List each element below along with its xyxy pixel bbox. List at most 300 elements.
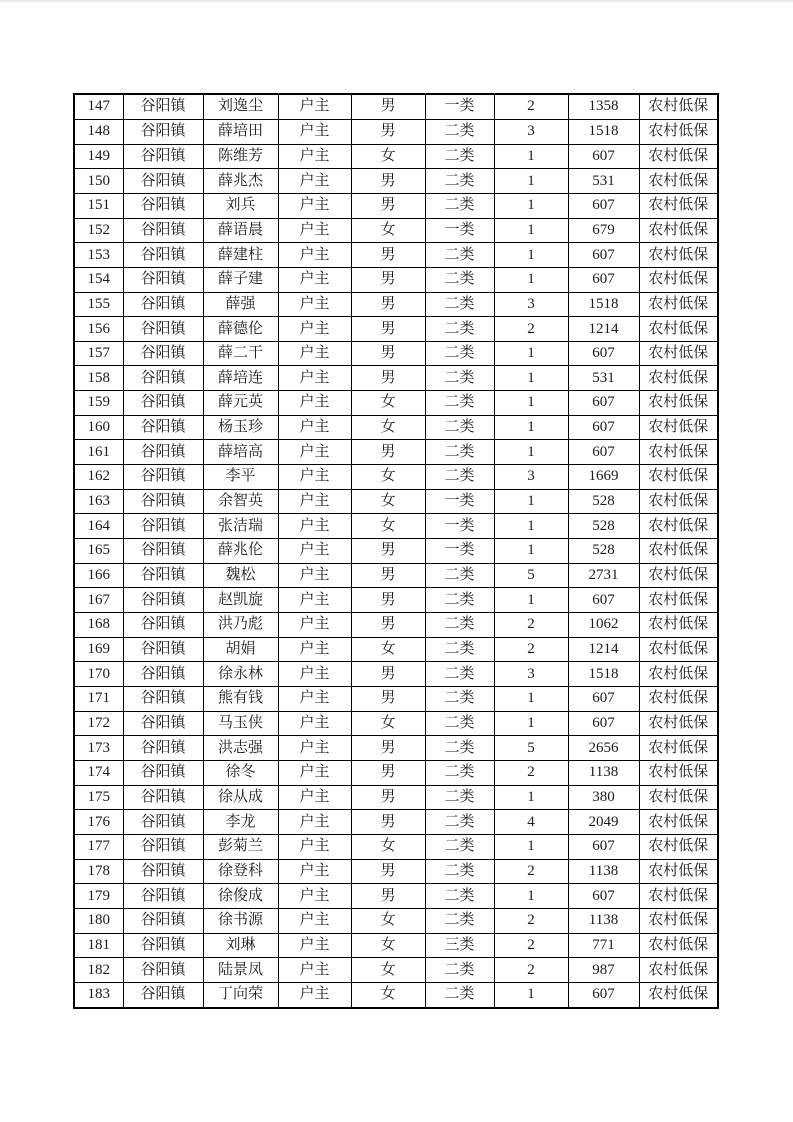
household-count-cell: 1	[494, 489, 568, 514]
benefit-type-cell: 农村低保	[639, 267, 718, 292]
benefit-type-cell: 农村低保	[639, 341, 718, 366]
town-cell: 谷阳镇	[123, 958, 203, 983]
relation-cell: 户主	[278, 760, 351, 785]
relation-cell: 户主	[278, 489, 351, 514]
category-cell: 二类	[425, 588, 494, 613]
benefit-type-cell: 农村低保	[639, 958, 718, 983]
category-cell: 一类	[425, 539, 494, 564]
gender-cell: 男	[351, 119, 425, 144]
amount-cell: 771	[568, 933, 639, 958]
gender-cell: 男	[351, 810, 425, 835]
amount-cell: 1518	[568, 662, 639, 687]
relation-cell: 户主	[278, 662, 351, 687]
gender-cell: 女	[351, 391, 425, 416]
benefit-type-cell: 农村低保	[639, 415, 718, 440]
town-cell: 谷阳镇	[123, 267, 203, 292]
row-number-cell: 175	[74, 785, 123, 810]
amount-cell: 380	[568, 785, 639, 810]
town-cell: 谷阳镇	[123, 810, 203, 835]
category-cell: 二类	[425, 243, 494, 268]
category-cell: 二类	[425, 760, 494, 785]
household-count-cell: 1	[494, 982, 568, 1008]
benefit-type-cell: 农村低保	[639, 317, 718, 342]
row-number-cell: 162	[74, 465, 123, 490]
category-cell: 二类	[425, 391, 494, 416]
household-count-cell: 1	[494, 711, 568, 736]
benefit-type-cell: 农村低保	[639, 193, 718, 218]
row-number-cell: 150	[74, 169, 123, 194]
benefit-type-cell: 农村低保	[639, 982, 718, 1008]
category-cell: 二类	[425, 119, 494, 144]
person-name-cell: 丁向荣	[203, 982, 278, 1008]
amount-cell: 1138	[568, 760, 639, 785]
household-count-cell: 2	[494, 613, 568, 638]
row-number-cell: 170	[74, 662, 123, 687]
amount-cell: 528	[568, 489, 639, 514]
row-number-cell: 148	[74, 119, 123, 144]
person-name-cell: 薛培高	[203, 440, 278, 465]
row-number-cell: 183	[74, 982, 123, 1008]
person-name-cell: 赵凯旋	[203, 588, 278, 613]
gender-cell: 男	[351, 588, 425, 613]
benefit-type-cell: 农村低保	[639, 563, 718, 588]
person-name-cell: 薛培田	[203, 119, 278, 144]
person-name-cell: 徐登科	[203, 859, 278, 884]
amount-cell: 1518	[568, 292, 639, 317]
benefit-type-cell: 农村低保	[639, 218, 718, 243]
household-count-cell: 3	[494, 119, 568, 144]
person-name-cell: 杨玉珍	[203, 415, 278, 440]
benefit-type-cell: 农村低保	[639, 736, 718, 761]
table-row	[74, 193, 718, 218]
category-cell: 二类	[425, 144, 494, 169]
amount-cell: 607	[568, 711, 639, 736]
town-cell: 谷阳镇	[123, 933, 203, 958]
household-count-cell: 3	[494, 292, 568, 317]
gender-cell: 女	[351, 933, 425, 958]
household-count-cell: 1	[494, 588, 568, 613]
relation-cell: 户主	[278, 859, 351, 884]
gender-cell: 女	[351, 982, 425, 1008]
household-count-cell: 1	[494, 687, 568, 712]
person-name-cell: 魏松	[203, 563, 278, 588]
category-cell: 二类	[425, 415, 494, 440]
person-name-cell: 薛二干	[203, 341, 278, 366]
row-number-cell: 181	[74, 933, 123, 958]
household-count-cell: 1	[494, 415, 568, 440]
person-name-cell: 薛强	[203, 292, 278, 317]
amount-cell: 2731	[568, 563, 639, 588]
relation-cell: 户主	[278, 415, 351, 440]
relation-cell: 户主	[278, 243, 351, 268]
town-cell: 谷阳镇	[123, 785, 203, 810]
benefit-type-cell: 农村低保	[639, 144, 718, 169]
gender-cell: 男	[351, 613, 425, 638]
household-count-cell: 5	[494, 563, 568, 588]
table-row	[74, 810, 718, 835]
person-name-cell: 薛子建	[203, 267, 278, 292]
town-cell: 谷阳镇	[123, 193, 203, 218]
relation-cell: 户主	[278, 94, 351, 119]
relation-cell: 户主	[278, 613, 351, 638]
table-row	[74, 267, 718, 292]
person-name-cell: 熊有钱	[203, 687, 278, 712]
relation-cell: 户主	[278, 267, 351, 292]
person-name-cell: 薛元英	[203, 391, 278, 416]
amount-cell: 607	[568, 982, 639, 1008]
person-name-cell: 张洁瑞	[203, 514, 278, 539]
person-name-cell: 马玉侠	[203, 711, 278, 736]
category-cell: 二类	[425, 884, 494, 909]
household-count-cell: 2	[494, 94, 568, 119]
amount-cell: 987	[568, 958, 639, 983]
household-count-cell: 4	[494, 810, 568, 835]
person-name-cell: 彭菊兰	[203, 834, 278, 859]
row-number-cell: 165	[74, 539, 123, 564]
table-row	[74, 834, 718, 859]
person-name-cell: 洪志强	[203, 736, 278, 761]
benefit-type-cell: 农村低保	[639, 366, 718, 391]
amount-cell: 1138	[568, 908, 639, 933]
row-number-cell: 152	[74, 218, 123, 243]
relation-cell: 户主	[278, 169, 351, 194]
row-number-cell: 177	[74, 834, 123, 859]
town-cell: 谷阳镇	[123, 563, 203, 588]
amount-cell: 607	[568, 415, 639, 440]
row-number-cell: 171	[74, 687, 123, 712]
gender-cell: 女	[351, 834, 425, 859]
relation-cell: 户主	[278, 341, 351, 366]
benefit-type-cell: 农村低保	[639, 810, 718, 835]
category-cell: 二类	[425, 292, 494, 317]
town-cell: 谷阳镇	[123, 94, 203, 119]
gender-cell: 女	[351, 218, 425, 243]
town-cell: 谷阳镇	[123, 366, 203, 391]
category-cell: 二类	[425, 736, 494, 761]
row-number-cell: 179	[74, 884, 123, 909]
row-number-cell: 169	[74, 637, 123, 662]
category-cell: 二类	[425, 267, 494, 292]
town-cell: 谷阳镇	[123, 760, 203, 785]
person-name-cell: 余智英	[203, 489, 278, 514]
table-row	[74, 366, 718, 391]
gender-cell: 男	[351, 366, 425, 391]
relation-cell: 户主	[278, 366, 351, 391]
row-number-cell: 166	[74, 563, 123, 588]
relation-cell: 户主	[278, 884, 351, 909]
relation-cell: 户主	[278, 465, 351, 490]
town-cell: 谷阳镇	[123, 144, 203, 169]
gender-cell: 男	[351, 884, 425, 909]
gender-cell: 男	[351, 243, 425, 268]
benefit-type-cell: 农村低保	[639, 243, 718, 268]
household-count-cell: 1	[494, 366, 568, 391]
household-count-cell: 1	[494, 267, 568, 292]
gender-cell: 男	[351, 193, 425, 218]
amount-cell: 1214	[568, 317, 639, 342]
amount-cell: 607	[568, 193, 639, 218]
benefit-type-cell: 农村低保	[639, 514, 718, 539]
row-number-cell: 161	[74, 440, 123, 465]
category-cell: 三类	[425, 933, 494, 958]
household-count-cell: 1	[494, 169, 568, 194]
town-cell: 谷阳镇	[123, 834, 203, 859]
household-count-cell: 1	[494, 785, 568, 810]
gender-cell: 男	[351, 539, 425, 564]
category-cell: 二类	[425, 908, 494, 933]
gender-cell: 男	[351, 760, 425, 785]
amount-cell: 607	[568, 834, 639, 859]
person-name-cell: 薛建柱	[203, 243, 278, 268]
table-row	[74, 489, 718, 514]
gender-cell: 男	[351, 94, 425, 119]
gender-cell: 男	[351, 859, 425, 884]
gender-cell: 女	[351, 711, 425, 736]
category-cell: 二类	[425, 613, 494, 638]
person-name-cell: 徐冬	[203, 760, 278, 785]
person-name-cell: 李龙	[203, 810, 278, 835]
person-name-cell: 徐俊成	[203, 884, 278, 909]
category-cell: 二类	[425, 169, 494, 194]
table-row	[74, 859, 718, 884]
person-name-cell: 薛语晨	[203, 218, 278, 243]
household-count-cell: 1	[494, 193, 568, 218]
person-name-cell: 徐永林	[203, 662, 278, 687]
town-cell: 谷阳镇	[123, 884, 203, 909]
relation-cell: 户主	[278, 144, 351, 169]
gender-cell: 男	[351, 662, 425, 687]
person-name-cell: 徐书源	[203, 908, 278, 933]
household-count-cell: 3	[494, 662, 568, 687]
row-number-cell: 167	[74, 588, 123, 613]
town-cell: 谷阳镇	[123, 613, 203, 638]
amount-cell: 528	[568, 514, 639, 539]
amount-cell: 607	[568, 144, 639, 169]
gender-cell: 男	[351, 267, 425, 292]
category-cell: 二类	[425, 859, 494, 884]
category-cell: 二类	[425, 958, 494, 983]
amount-cell: 1062	[568, 613, 639, 638]
benefit-type-cell: 农村低保	[639, 489, 718, 514]
table-row	[74, 218, 718, 243]
relation-cell: 户主	[278, 317, 351, 342]
person-name-cell: 胡娟	[203, 637, 278, 662]
category-cell: 二类	[425, 834, 494, 859]
row-number-cell: 151	[74, 193, 123, 218]
row-number-cell: 159	[74, 391, 123, 416]
table-row	[74, 908, 718, 933]
amount-cell: 607	[568, 391, 639, 416]
household-count-cell: 2	[494, 859, 568, 884]
row-number-cell: 158	[74, 366, 123, 391]
town-cell: 谷阳镇	[123, 982, 203, 1008]
amount-cell: 607	[568, 687, 639, 712]
gender-cell: 女	[351, 908, 425, 933]
relation-cell: 户主	[278, 119, 351, 144]
town-cell: 谷阳镇	[123, 317, 203, 342]
gender-cell: 女	[351, 415, 425, 440]
row-number-cell: 180	[74, 908, 123, 933]
benefit-type-cell: 农村低保	[639, 440, 718, 465]
row-number-cell: 173	[74, 736, 123, 761]
category-cell: 二类	[425, 563, 494, 588]
town-cell: 谷阳镇	[123, 218, 203, 243]
relation-cell: 户主	[278, 637, 351, 662]
table-body	[74, 94, 718, 1008]
row-number-cell: 176	[74, 810, 123, 835]
town-cell: 谷阳镇	[123, 687, 203, 712]
person-name-cell: 徐从成	[203, 785, 278, 810]
town-cell: 谷阳镇	[123, 662, 203, 687]
amount-cell: 1138	[568, 859, 639, 884]
table-row	[74, 884, 718, 909]
town-cell: 谷阳镇	[123, 859, 203, 884]
relation-cell: 户主	[278, 982, 351, 1008]
row-number-cell: 182	[74, 958, 123, 983]
household-count-cell: 2	[494, 933, 568, 958]
gender-cell: 女	[351, 514, 425, 539]
person-name-cell: 刘逸尘	[203, 94, 278, 119]
page-top-edge	[0, 0, 793, 2]
person-name-cell: 陆景凤	[203, 958, 278, 983]
relation-cell: 户主	[278, 563, 351, 588]
person-name-cell: 薛德伦	[203, 317, 278, 342]
table-row	[74, 243, 718, 268]
table-row	[74, 94, 718, 119]
household-count-cell: 1	[494, 218, 568, 243]
household-count-cell: 1	[494, 243, 568, 268]
benefit-type-cell: 农村低保	[639, 391, 718, 416]
household-count-cell: 2	[494, 637, 568, 662]
benefit-type-cell: 农村低保	[639, 760, 718, 785]
amount-cell: 528	[568, 539, 639, 564]
benefit-type-cell: 农村低保	[639, 613, 718, 638]
category-cell: 二类	[425, 810, 494, 835]
benefit-type-cell: 农村低保	[639, 884, 718, 909]
person-name-cell: 刘兵	[203, 193, 278, 218]
household-count-cell: 1	[494, 834, 568, 859]
relation-cell: 户主	[278, 440, 351, 465]
relation-cell: 户主	[278, 687, 351, 712]
gender-cell: 男	[351, 563, 425, 588]
gender-cell: 女	[351, 144, 425, 169]
category-cell: 二类	[425, 440, 494, 465]
category-cell: 二类	[425, 785, 494, 810]
benefit-type-cell: 农村低保	[639, 637, 718, 662]
table-row	[74, 539, 718, 564]
relation-cell: 户主	[278, 958, 351, 983]
town-cell: 谷阳镇	[123, 415, 203, 440]
gender-cell: 男	[351, 736, 425, 761]
row-number-cell: 168	[74, 613, 123, 638]
relation-cell: 户主	[278, 736, 351, 761]
town-cell: 谷阳镇	[123, 440, 203, 465]
benefit-type-cell: 农村低保	[639, 859, 718, 884]
category-cell: 一类	[425, 489, 494, 514]
household-count-cell: 1	[494, 391, 568, 416]
household-count-cell: 1	[494, 440, 568, 465]
row-number-cell: 172	[74, 711, 123, 736]
table-row	[74, 465, 718, 490]
town-cell: 谷阳镇	[123, 243, 203, 268]
table-row	[74, 169, 718, 194]
category-cell: 二类	[425, 465, 494, 490]
benefit-type-cell: 农村低保	[639, 933, 718, 958]
category-cell: 二类	[425, 193, 494, 218]
category-cell: 二类	[425, 662, 494, 687]
category-cell: 二类	[425, 637, 494, 662]
relation-cell: 户主	[278, 810, 351, 835]
town-cell: 谷阳镇	[123, 292, 203, 317]
gender-cell: 男	[351, 440, 425, 465]
town-cell: 谷阳镇	[123, 736, 203, 761]
benefit-type-cell: 农村低保	[639, 94, 718, 119]
gender-cell: 女	[351, 637, 425, 662]
relation-cell: 户主	[278, 193, 351, 218]
row-number-cell: 153	[74, 243, 123, 268]
table-row	[74, 687, 718, 712]
relation-cell: 户主	[278, 292, 351, 317]
gender-cell: 男	[351, 292, 425, 317]
row-number-cell: 156	[74, 317, 123, 342]
person-name-cell: 陈维芳	[203, 144, 278, 169]
table-row	[74, 514, 718, 539]
town-cell: 谷阳镇	[123, 169, 203, 194]
category-cell: 二类	[425, 366, 494, 391]
person-name-cell: 薛兆伦	[203, 539, 278, 564]
amount-cell: 607	[568, 341, 639, 366]
person-name-cell: 洪乃彪	[203, 613, 278, 638]
amount-cell: 607	[568, 440, 639, 465]
benefit-type-cell: 农村低保	[639, 465, 718, 490]
gender-cell: 女	[351, 958, 425, 983]
amount-cell: 2656	[568, 736, 639, 761]
table-row	[74, 144, 718, 169]
benefit-type-cell: 农村低保	[639, 834, 718, 859]
household-count-cell: 3	[494, 465, 568, 490]
town-cell: 谷阳镇	[123, 711, 203, 736]
category-cell: 一类	[425, 94, 494, 119]
household-count-cell: 2	[494, 760, 568, 785]
row-number-cell: 178	[74, 859, 123, 884]
benefit-type-cell: 农村低保	[639, 662, 718, 687]
table-row	[74, 292, 718, 317]
household-count-cell: 1	[494, 341, 568, 366]
table-row	[74, 958, 718, 983]
relation-cell: 户主	[278, 539, 351, 564]
amount-cell: 1518	[568, 119, 639, 144]
benefit-type-cell: 农村低保	[639, 539, 718, 564]
household-count-cell: 1	[494, 884, 568, 909]
table-row	[74, 391, 718, 416]
row-number-cell: 149	[74, 144, 123, 169]
category-cell: 二类	[425, 687, 494, 712]
person-name-cell: 薛兆杰	[203, 169, 278, 194]
table-row	[74, 563, 718, 588]
row-number-cell: 174	[74, 760, 123, 785]
category-cell: 二类	[425, 341, 494, 366]
amount-cell: 1358	[568, 94, 639, 119]
table-row	[74, 341, 718, 366]
person-name-cell: 薛培连	[203, 366, 278, 391]
row-number-cell: 154	[74, 267, 123, 292]
row-number-cell: 157	[74, 341, 123, 366]
gender-cell: 男	[351, 169, 425, 194]
person-name-cell: 李平	[203, 465, 278, 490]
category-cell: 二类	[425, 317, 494, 342]
town-cell: 谷阳镇	[123, 514, 203, 539]
benefit-type-cell: 农村低保	[639, 785, 718, 810]
